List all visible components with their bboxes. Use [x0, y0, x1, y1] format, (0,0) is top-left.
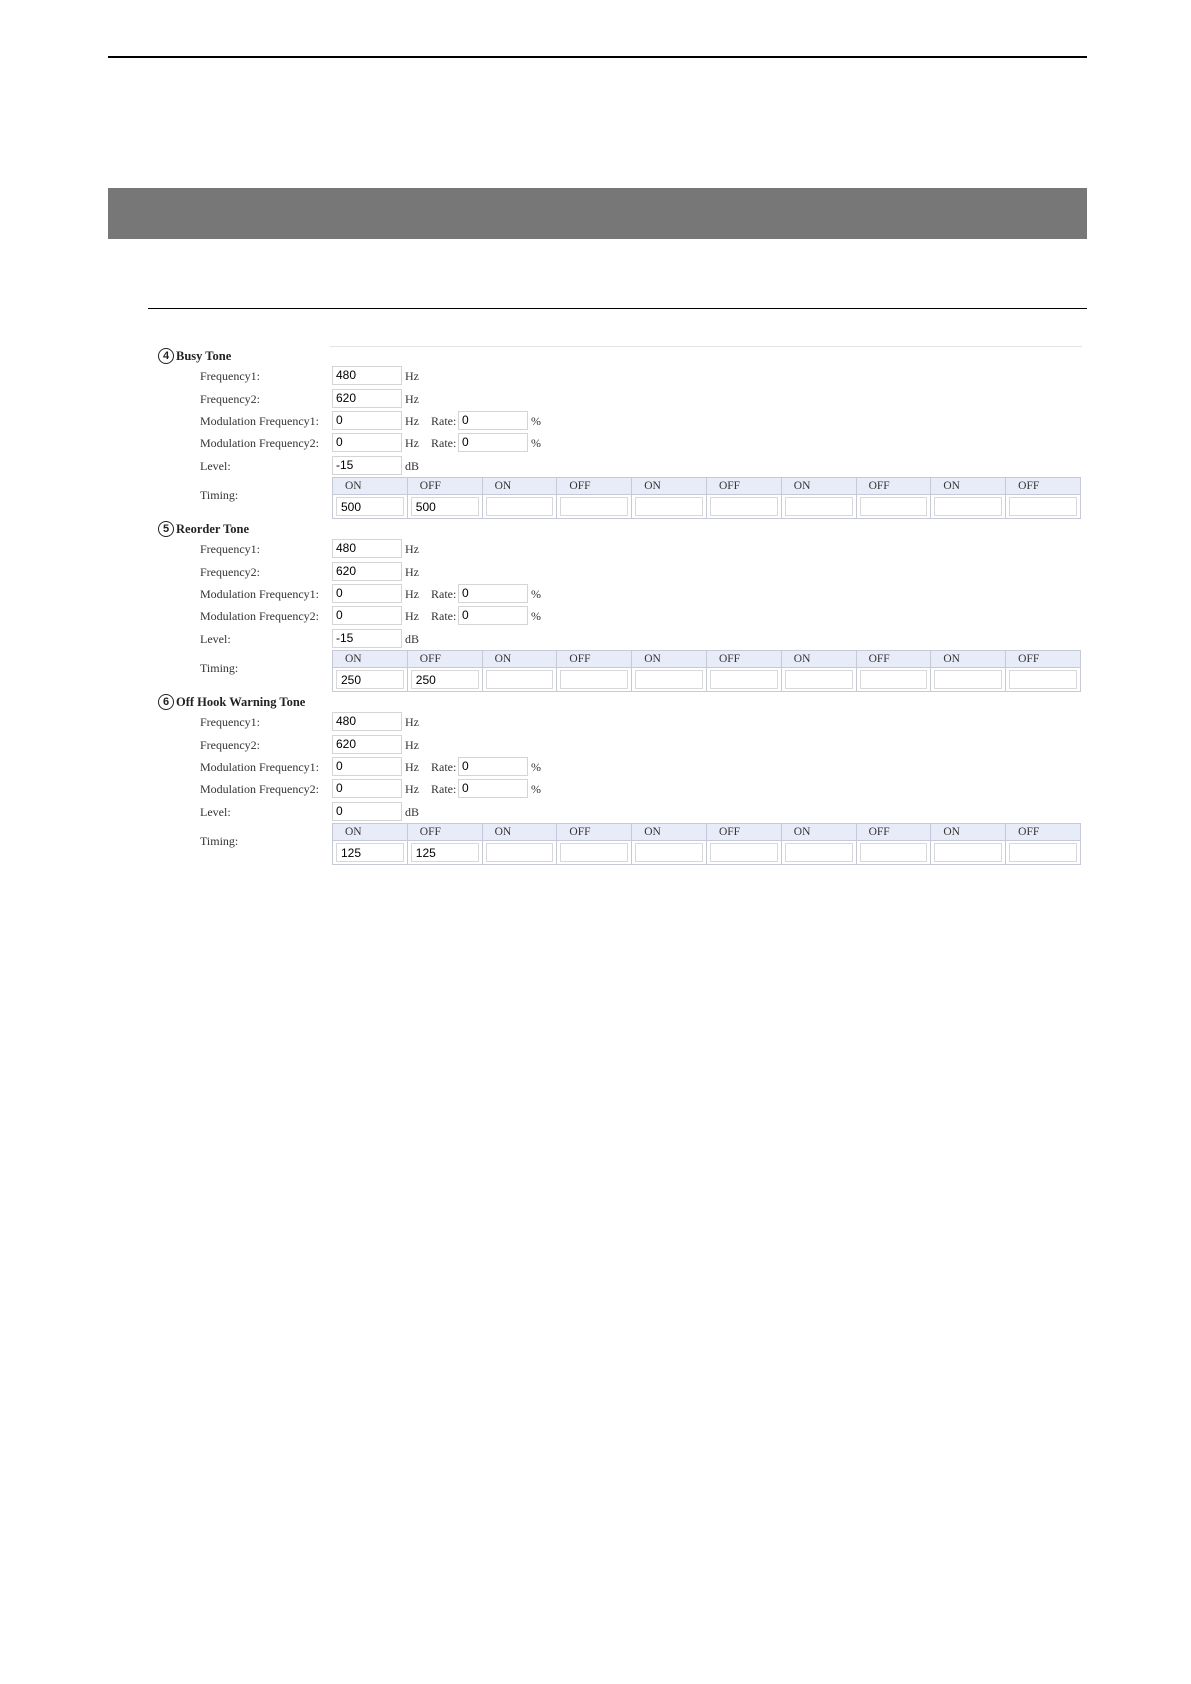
section-busy-tone	[158, 346, 1088, 518]
section-number: 6	[158, 694, 174, 710]
frequency1-unit: Hz	[405, 369, 419, 383]
frequency1-row	[158, 366, 1088, 387]
frequency1-label: Frequency1:	[200, 369, 260, 383]
timing-cell	[482, 841, 557, 865]
frequency2-row	[158, 389, 1088, 410]
timing-header: ON	[931, 651, 1006, 668]
frequency1-label: Frequency1:	[200, 542, 260, 556]
section-reorder-tone	[158, 519, 1088, 691]
timing-cell	[333, 495, 408, 519]
timing-header: OFF	[856, 824, 931, 841]
timing-header: ON	[781, 651, 856, 668]
timing-header: ON	[333, 478, 408, 495]
timing-header: ON	[333, 651, 408, 668]
mod-frequency2-unit: Hz	[405, 609, 419, 623]
timing-input[interactable]	[635, 843, 703, 862]
frequency2-label: Frequency2:	[200, 392, 260, 406]
mod-frequency1-label: Modulation Frequency1:	[200, 760, 319, 774]
frequency2-unit: Hz	[405, 392, 419, 406]
frequency1-row	[158, 712, 1088, 733]
mod-frequency1-input[interactable]	[332, 584, 402, 603]
timing-label: Timing:	[200, 834, 239, 848]
timing-header: OFF	[706, 478, 781, 495]
timing-header-row	[333, 478, 1081, 495]
frequency1-input[interactable]	[332, 539, 402, 558]
mod-frequency2-input[interactable]	[332, 779, 402, 798]
timing-header: OFF	[557, 651, 632, 668]
frequency1-unit: Hz	[405, 715, 419, 729]
timing-input[interactable]	[860, 670, 928, 689]
mod-frequency2-unit: Hz	[405, 436, 419, 450]
section-title	[158, 519, 249, 539]
level-label: Level:	[200, 632, 231, 646]
mod-frequency1-input[interactable]	[332, 757, 402, 776]
frequency1-input[interactable]	[332, 366, 402, 385]
mod-frequency2-rate-label: Rate:	[431, 609, 457, 623]
timing-cell	[1006, 495, 1081, 519]
timing-input[interactable]	[1009, 670, 1077, 689]
timing-input[interactable]	[486, 843, 554, 862]
timing-input[interactable]	[785, 843, 853, 862]
level-input[interactable]	[332, 629, 402, 648]
level-unit: dB	[405, 632, 420, 646]
timing-cell	[482, 495, 557, 519]
mod-frequency1-rate-input[interactable]	[458, 411, 528, 430]
timing-header: OFF	[407, 478, 482, 495]
timing-cell	[632, 668, 707, 692]
timing-cell	[407, 495, 482, 519]
timing-input[interactable]	[710, 843, 778, 862]
frequency2-input[interactable]	[332, 389, 402, 408]
timing-header: OFF	[407, 651, 482, 668]
timing-cell	[781, 841, 856, 865]
frequency2-unit: Hz	[405, 565, 419, 579]
frequency1-label: Frequency1:	[200, 715, 260, 729]
section-title-text: Busy Tone	[176, 348, 232, 363]
mod-frequency2-rate-label: Rate:	[431, 436, 457, 450]
timing-cell	[856, 495, 931, 519]
timing-header: ON	[482, 651, 557, 668]
timing-cell	[856, 841, 931, 865]
timing-header: ON	[931, 824, 1006, 841]
timing-header: OFF	[407, 824, 482, 841]
timing-input[interactable]	[336, 670, 404, 689]
section-title-text: Off Hook Warning Tone	[176, 694, 306, 709]
timing-header: ON	[781, 478, 856, 495]
timing-cell	[1006, 668, 1081, 692]
timing-header: OFF	[1006, 478, 1081, 495]
timing-input[interactable]	[560, 670, 628, 689]
timing-cell	[407, 668, 482, 692]
section-title-text: Reorder Tone	[176, 521, 250, 536]
timing-header: OFF	[1006, 824, 1081, 841]
section-off-hook-warning-tone	[158, 692, 1088, 864]
level-label: Level:	[200, 459, 231, 473]
mod-frequency1-row	[158, 757, 1088, 778]
timing-cell	[407, 841, 482, 865]
timing-input[interactable]	[411, 497, 479, 516]
mod-frequency1-rate-input[interactable]	[458, 757, 528, 776]
timing-header: ON	[781, 824, 856, 841]
timing-cell	[333, 841, 408, 865]
timing-input[interactable]	[860, 843, 928, 862]
frequency2-input[interactable]	[332, 735, 402, 754]
timing-cell	[632, 495, 707, 519]
timing-cell	[931, 841, 1006, 865]
timing-cell	[632, 841, 707, 865]
mod-frequency2-rate-unit: %	[531, 609, 541, 623]
timing-input[interactable]	[635, 497, 703, 516]
timing-input[interactable]	[785, 670, 853, 689]
timing-header: OFF	[557, 824, 632, 841]
timing-input[interactable]	[1009, 843, 1077, 862]
timing-cell	[931, 668, 1006, 692]
mod-frequency2-row	[158, 606, 1088, 627]
mod-frequency1-rate-unit: %	[531, 760, 541, 774]
timing-input[interactable]	[785, 497, 853, 516]
frequency2-row	[158, 562, 1088, 583]
timing-table	[332, 477, 1081, 519]
timing-input[interactable]	[486, 497, 554, 516]
top-rule	[108, 56, 1087, 58]
timing-header: ON	[632, 824, 707, 841]
timing-input[interactable]	[336, 843, 404, 862]
mod-frequency1-row	[158, 584, 1088, 605]
mod-frequency1-rate-unit: %	[531, 587, 541, 601]
level-row	[158, 802, 1088, 823]
mod-frequency1-label: Modulation Frequency1:	[200, 414, 319, 428]
mod-frequency1-unit: Hz	[405, 587, 419, 601]
timing-cell	[931, 495, 1006, 519]
timing-value-row	[333, 841, 1081, 865]
section-rule	[148, 308, 1087, 309]
timing-header: ON	[632, 651, 707, 668]
timing-header-row	[333, 651, 1081, 668]
timing-cell	[856, 668, 931, 692]
mod-frequency2-input[interactable]	[332, 433, 402, 452]
mod-frequency2-rate-input[interactable]	[458, 606, 528, 625]
section-number: 5	[158, 521, 174, 537]
timing-cell	[781, 495, 856, 519]
mod-frequency2-rate-input[interactable]	[458, 433, 528, 452]
mod-frequency1-rate-label: Rate:	[431, 587, 457, 601]
mod-frequency2-label: Modulation Frequency2:	[200, 782, 319, 796]
mod-frequency1-unit: Hz	[405, 414, 419, 428]
header-band	[108, 188, 1087, 239]
mod-frequency2-input[interactable]	[332, 606, 402, 625]
timing-input[interactable]	[710, 497, 778, 516]
level-row	[158, 456, 1088, 477]
timing-input[interactable]	[1009, 497, 1077, 516]
timing-input[interactable]	[710, 670, 778, 689]
frequency2-unit: Hz	[405, 738, 419, 752]
timing-header-row	[333, 824, 1081, 841]
timing-table	[332, 650, 1081, 692]
timing-cell	[1006, 841, 1081, 865]
timing-header: OFF	[856, 651, 931, 668]
timing-input[interactable]	[860, 497, 928, 516]
mod-frequency1-row	[158, 411, 1088, 432]
mod-frequency2-rate-unit: %	[531, 436, 541, 450]
timing-header: OFF	[706, 824, 781, 841]
timing-input[interactable]	[411, 670, 479, 689]
mod-frequency1-rate-label: Rate:	[431, 414, 457, 428]
timing-input[interactable]	[934, 497, 1002, 516]
timing-header: ON	[632, 478, 707, 495]
frequency1-input[interactable]	[332, 712, 402, 731]
mod-frequency2-rate-input[interactable]	[458, 779, 528, 798]
timing-label: Timing:	[200, 661, 239, 675]
level-unit: dB	[405, 805, 420, 819]
timing-cell	[557, 495, 632, 519]
level-row	[158, 629, 1088, 650]
timing-cell	[557, 668, 632, 692]
mod-frequency2-label: Modulation Frequency2:	[200, 436, 319, 450]
timing-value-row	[333, 668, 1081, 692]
section-title	[158, 692, 305, 712]
timing-header: ON	[333, 824, 408, 841]
mod-frequency2-rate-unit: %	[531, 782, 541, 796]
timing-header: OFF	[706, 651, 781, 668]
section-title	[158, 346, 231, 366]
timing-input[interactable]	[934, 670, 1002, 689]
mod-frequency1-rate-label: Rate:	[431, 760, 457, 774]
timing-input[interactable]	[336, 497, 404, 516]
timing-cell	[706, 495, 781, 519]
timing-input[interactable]	[934, 843, 1002, 862]
timing-header: OFF	[856, 478, 931, 495]
timing-cell	[482, 668, 557, 692]
mod-frequency2-row	[158, 433, 1088, 454]
timing-input[interactable]	[560, 497, 628, 516]
mod-frequency2-row	[158, 779, 1088, 800]
timing-header: ON	[931, 478, 1006, 495]
timing-table	[332, 823, 1081, 865]
level-unit: dB	[405, 459, 420, 473]
frequency2-label: Frequency2:	[200, 565, 260, 579]
frequency2-row	[158, 735, 1088, 756]
timing-header: ON	[482, 824, 557, 841]
mod-frequency1-label: Modulation Frequency1:	[200, 587, 319, 601]
frequency2-label: Frequency2:	[200, 738, 260, 752]
mod-frequency2-rate-label: Rate:	[431, 782, 457, 796]
timing-cell	[706, 841, 781, 865]
frequency1-unit: Hz	[405, 542, 419, 556]
mod-frequency2-unit: Hz	[405, 782, 419, 796]
timing-input[interactable]	[560, 843, 628, 862]
mod-frequency1-rate-unit: %	[531, 414, 541, 428]
frequency1-row	[158, 539, 1088, 560]
timing-header: OFF	[557, 478, 632, 495]
timing-cell	[557, 841, 632, 865]
frequency2-input[interactable]	[332, 562, 402, 581]
timing-cell	[706, 668, 781, 692]
timing-input[interactable]	[635, 670, 703, 689]
level-input[interactable]	[332, 802, 402, 821]
timing-label: Timing:	[200, 488, 239, 502]
mod-frequency1-input[interactable]	[332, 411, 402, 430]
timing-cell	[333, 668, 408, 692]
timing-input[interactable]	[411, 843, 479, 862]
timing-header: ON	[482, 478, 557, 495]
timing-header: OFF	[1006, 651, 1081, 668]
mod-frequency1-unit: Hz	[405, 760, 419, 774]
timing-input[interactable]	[486, 670, 554, 689]
timing-cell	[781, 668, 856, 692]
section-number: 4	[158, 348, 174, 364]
level-label: Level:	[200, 805, 231, 819]
mod-frequency1-rate-input[interactable]	[458, 584, 528, 603]
mod-frequency2-label: Modulation Frequency2:	[200, 609, 319, 623]
timing-value-row	[333, 495, 1081, 519]
level-input[interactable]	[332, 456, 402, 475]
